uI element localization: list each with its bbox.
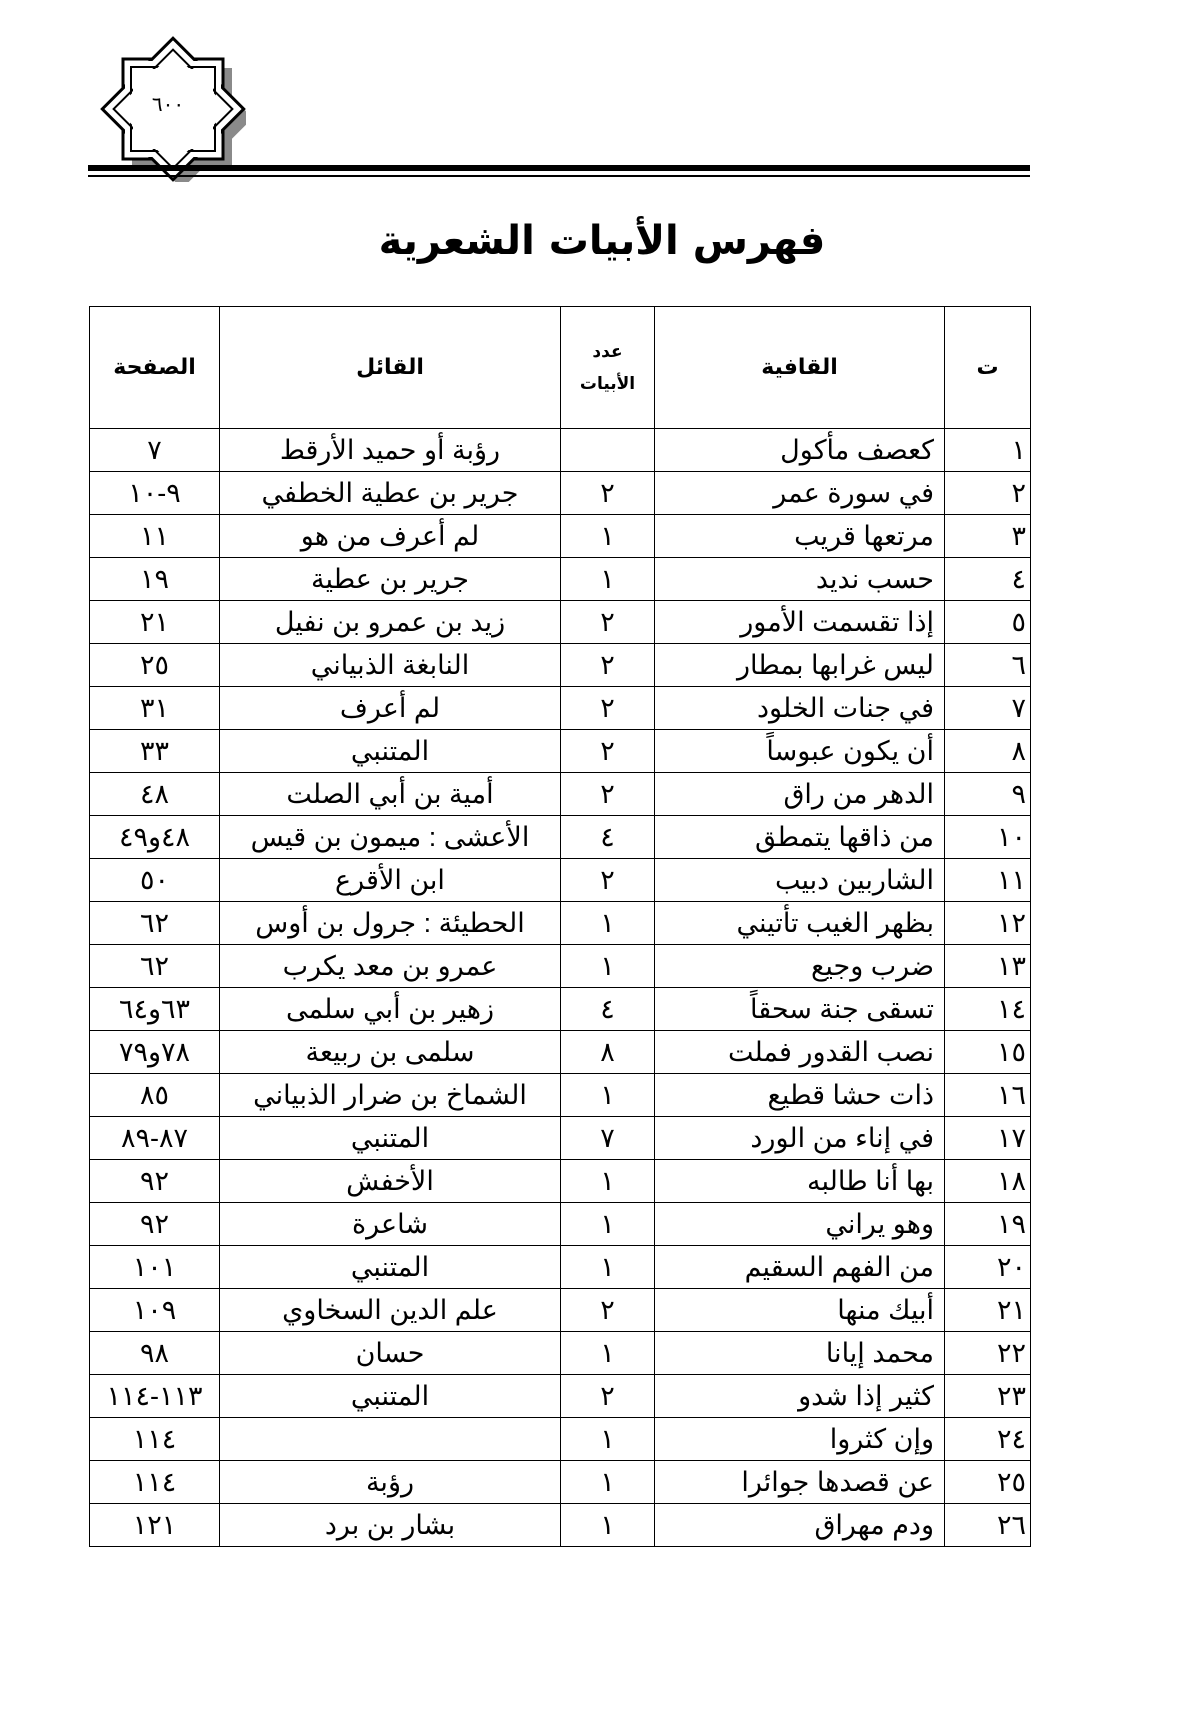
table-row: [90, 1074, 1031, 1117]
cell-page: ٢١: [90, 601, 220, 644]
cell-page: ٥٠: [90, 859, 220, 902]
cell-index: ٩: [945, 773, 1031, 816]
cell-poet: شاعرة: [220, 1203, 561, 1246]
cell-verse-count: ٢: [561, 773, 655, 816]
cell-poet: الأخفش: [220, 1160, 561, 1203]
cell-verse-count: ٢: [561, 859, 655, 902]
cell-poet: رؤبة أو حميد الأرقط: [220, 429, 561, 472]
table-row: [90, 687, 1031, 730]
cell-poet: [220, 1418, 561, 1461]
cell-verse-count: ١: [561, 945, 655, 988]
cell-rhyme: في جنات الخلود: [655, 687, 945, 730]
cell-index: ٥: [945, 601, 1031, 644]
cell-page: ٣١: [90, 687, 220, 730]
cell-index: ١٢: [945, 902, 1031, 945]
cell-page: ٦٢: [90, 902, 220, 945]
cell-verse-count: ١: [561, 515, 655, 558]
cell-page: ٢٥: [90, 644, 220, 687]
cell-index: ١٥: [945, 1031, 1031, 1074]
cell-rhyme: حسب نديد: [655, 558, 945, 601]
header-verse-count-line2: الأبيات: [579, 373, 636, 394]
cell-index: ١١: [945, 859, 1031, 902]
cell-poet: المتنبي: [220, 1375, 561, 1418]
cell-verse-count: ٢: [561, 644, 655, 687]
cell-poet: الشماخ بن ضرار الذبياني: [220, 1074, 561, 1117]
header-rule-thick: [88, 165, 1030, 171]
table-row: [90, 1375, 1031, 1418]
cell-verse-count: ١: [561, 902, 655, 945]
cell-index: ٢٢: [945, 1332, 1031, 1375]
cell-poet: المتنبي: [220, 730, 561, 773]
cell-index: ٢٦: [945, 1504, 1031, 1547]
cell-rhyme: نصب القدور فملت: [655, 1031, 945, 1074]
cell-rhyme: في إناء من الورد: [655, 1117, 945, 1160]
cell-index: ٢١: [945, 1289, 1031, 1332]
cell-poet: لم أعرف: [220, 687, 561, 730]
cell-verse-count: ٢: [561, 601, 655, 644]
table-row: [90, 1117, 1031, 1160]
cell-verse-count: ١: [561, 1418, 655, 1461]
cell-page: ١٠١: [90, 1246, 220, 1289]
cell-page: ١١٤: [90, 1461, 220, 1504]
cell-rhyme: ذات حشا قطيع: [655, 1074, 945, 1117]
table-row: [90, 1160, 1031, 1203]
cell-verse-count: ١: [561, 558, 655, 601]
cell-poet: المتنبي: [220, 1117, 561, 1160]
cell-verse-count: ٨: [561, 1031, 655, 1074]
cell-poet: جرير بن عطية الخطفي: [220, 472, 561, 515]
cell-page: ٨٥: [90, 1074, 220, 1117]
cell-index: ٨: [945, 730, 1031, 773]
table-row: [90, 1332, 1031, 1375]
header-index: ت: [945, 307, 1031, 429]
cell-poet: لم أعرف من هو: [220, 515, 561, 558]
cell-verse-count: ٤: [561, 816, 655, 859]
cell-poet: سلمى بن ربيعة: [220, 1031, 561, 1074]
cell-verse-count: ٢: [561, 730, 655, 773]
cell-index: ٢٣: [945, 1375, 1031, 1418]
table-header-row: [90, 307, 1031, 429]
cell-verse-count: ٧: [561, 1117, 655, 1160]
table-row: [90, 773, 1031, 816]
table-row: [90, 601, 1031, 644]
cell-poet: أمية بن أبي الصلت: [220, 773, 561, 816]
table-row: [90, 1461, 1031, 1504]
cell-rhyme: الدهر من راق: [655, 773, 945, 816]
cell-poet: بشار بن برد: [220, 1504, 561, 1547]
cell-rhyme: إذا تقسمت الأمور: [655, 601, 945, 644]
table-row: [90, 730, 1031, 773]
table-row: [90, 902, 1031, 945]
cell-poet: النابغة الذبياني: [220, 644, 561, 687]
cell-page: ٩-١٠: [90, 472, 220, 515]
cell-rhyme: مرتعها قريب: [655, 515, 945, 558]
cell-page: ٧٨و٧٩: [90, 1031, 220, 1074]
page-title: فهرس الأبيات الشعرية: [378, 218, 826, 264]
cell-page: ١١٣-١١٤: [90, 1375, 220, 1418]
cell-index: ١٨: [945, 1160, 1031, 1203]
cell-rhyme: الشاربين دبيب: [655, 859, 945, 902]
cell-verse-count: ٢: [561, 472, 655, 515]
table-row: [90, 1031, 1031, 1074]
cell-rhyme: من ذاقها يتمطق: [655, 816, 945, 859]
cell-rhyme: أبيك منها: [655, 1289, 945, 1332]
header-poet: القائل: [220, 307, 561, 429]
cell-rhyme: أن يكون عبوساً: [655, 730, 945, 773]
table-row: [90, 1203, 1031, 1246]
cell-index: ٢٥: [945, 1461, 1031, 1504]
header-page: الصفحة: [90, 307, 220, 429]
cell-page: ١١: [90, 515, 220, 558]
cell-verse-count: ١: [561, 1246, 655, 1289]
cell-index: ٣: [945, 515, 1031, 558]
cell-rhyme: محمد إيانا: [655, 1332, 945, 1375]
cell-page: ٦٣و٦٤: [90, 988, 220, 1031]
cell-index: ١: [945, 429, 1031, 472]
cell-page: ٣٣: [90, 730, 220, 773]
cell-verse-count: ٤: [561, 988, 655, 1031]
header-verse-count-line1: عدد: [592, 341, 623, 362]
cell-index: ٦: [945, 644, 1031, 687]
cell-rhyme: ليس غرابها بمطار: [655, 644, 945, 687]
table-row: [90, 644, 1031, 687]
cell-poet: ابن الأقرع: [220, 859, 561, 902]
cell-rhyme: في سورة عمر: [655, 472, 945, 515]
cell-verse-count: [561, 429, 655, 472]
cell-index: ١٦: [945, 1074, 1031, 1117]
table-row: [90, 1504, 1031, 1547]
cell-rhyme: بها أنا طالبه: [655, 1160, 945, 1203]
cell-index: ١٠: [945, 816, 1031, 859]
cell-verse-count: ٢: [561, 687, 655, 730]
cell-rhyme: عن قصدها جوائرا: [655, 1461, 945, 1504]
cell-page: ٧: [90, 429, 220, 472]
cell-rhyme: تسقى جنة سحقاً: [655, 988, 945, 1031]
table-row: [90, 429, 1031, 472]
cell-rhyme: بظهر الغيب تأتيني: [655, 902, 945, 945]
table-row: [90, 945, 1031, 988]
table-row: [90, 816, 1031, 859]
cell-poet: زيد بن عمرو بن نفيل: [220, 601, 561, 644]
cell-poet: حسان: [220, 1332, 561, 1375]
table-row: [90, 472, 1031, 515]
table-row: [90, 558, 1031, 601]
cell-index: ١٧: [945, 1117, 1031, 1160]
cell-verse-count: ١: [561, 1504, 655, 1547]
cell-index: ٧: [945, 687, 1031, 730]
cell-rhyme: ودم مهراق: [655, 1504, 945, 1547]
cell-page: ١٩: [90, 558, 220, 601]
cell-page: ٩٢: [90, 1160, 220, 1203]
cell-poet: عمرو بن معد يكرب: [220, 945, 561, 988]
cell-page: ٩٢: [90, 1203, 220, 1246]
cell-index: ١٩: [945, 1203, 1031, 1246]
cell-page: ١٢١: [90, 1504, 220, 1547]
cell-rhyme: وهو يراني: [655, 1203, 945, 1246]
cell-verse-count: ١: [561, 1074, 655, 1117]
cell-verse-count: ١: [561, 1203, 655, 1246]
cell-poet: رؤبة: [220, 1461, 561, 1504]
cell-poet: علم الدين السخاوي: [220, 1289, 561, 1332]
cell-index: ١٣: [945, 945, 1031, 988]
cell-page: ١٠٩: [90, 1289, 220, 1332]
cell-rhyme: من الفهم السقيم: [655, 1246, 945, 1289]
cell-rhyme: ضرب وجيع: [655, 945, 945, 988]
cell-poet: زهير بن أبي سلمى: [220, 988, 561, 1031]
cell-page: ١١٤: [90, 1418, 220, 1461]
cell-rhyme: كثير إذا شدو: [655, 1375, 945, 1418]
table-row: [90, 1246, 1031, 1289]
cell-page: ٨٧-٨٩: [90, 1117, 220, 1160]
cell-verse-count: ١: [561, 1332, 655, 1375]
cell-rhyme: كعصف مأكول: [655, 429, 945, 472]
cell-page: ٤٨و٤٩: [90, 816, 220, 859]
table-row: [90, 859, 1031, 902]
poetry-index-table: [89, 306, 1031, 1547]
cell-verse-count: ١: [561, 1461, 655, 1504]
cell-verse-count: ٢: [561, 1289, 655, 1332]
header-verse-count: [561, 307, 655, 429]
cell-verse-count: ١: [561, 1160, 655, 1203]
cell-poet: الحطيئة : جرول بن أوس: [220, 902, 561, 945]
cell-verse-count: ٢: [561, 1375, 655, 1418]
cell-index: ٢٤: [945, 1418, 1031, 1461]
cell-poet: الأعشى : ميمون بن قيس: [220, 816, 561, 859]
table-row: [90, 1418, 1031, 1461]
table-row: [90, 515, 1031, 558]
cell-poet: جرير بن عطية: [220, 558, 561, 601]
cell-page: ٦٢: [90, 945, 220, 988]
cell-index: ٢٠: [945, 1246, 1031, 1289]
cell-rhyme: وإن كثروا: [655, 1418, 945, 1461]
cell-page: ٤٨: [90, 773, 220, 816]
header-rule-thin: [88, 175, 1030, 177]
cell-index: ٢: [945, 472, 1031, 515]
header-rhyme: القافية: [655, 307, 945, 429]
table-row: [90, 1289, 1031, 1332]
cell-poet: المتنبي: [220, 1246, 561, 1289]
table-row: [90, 988, 1031, 1031]
cell-index: ١٤: [945, 988, 1031, 1031]
cell-index: ٤: [945, 558, 1031, 601]
cell-page: ٩٨: [90, 1332, 220, 1375]
page-number: ٦٠٠: [151, 92, 185, 116]
